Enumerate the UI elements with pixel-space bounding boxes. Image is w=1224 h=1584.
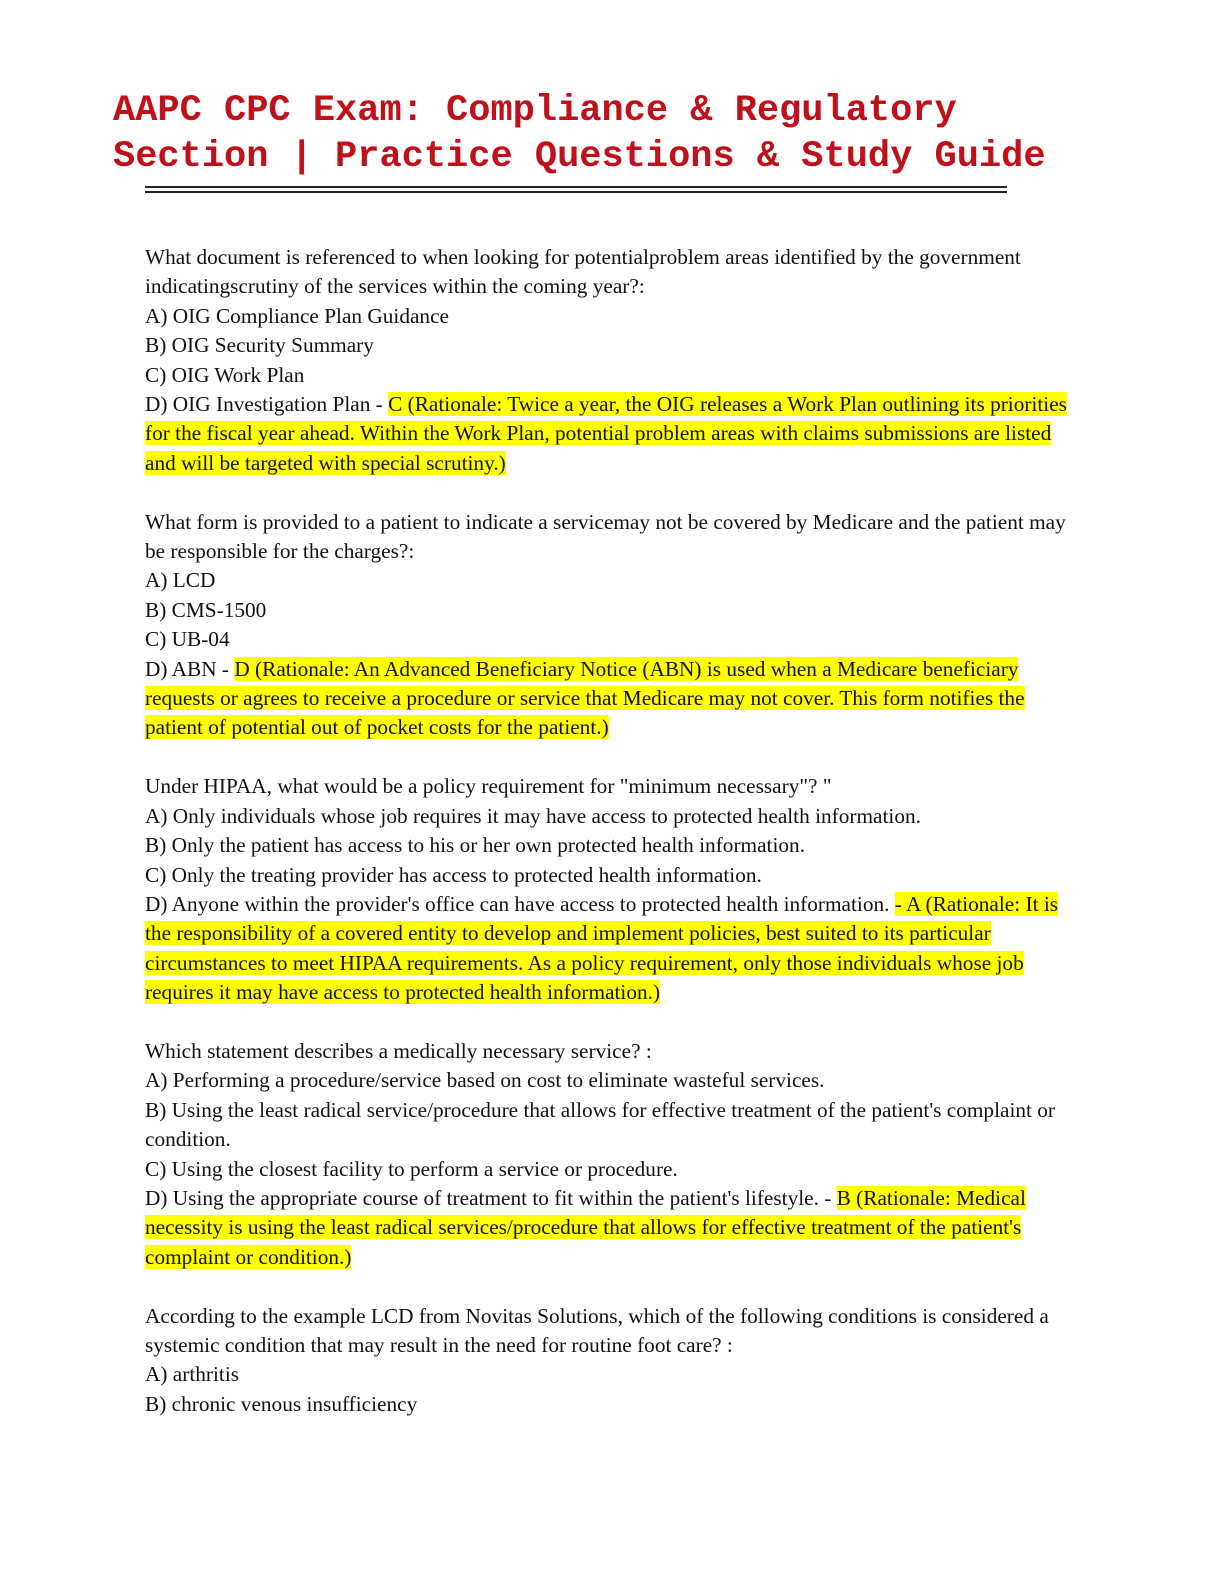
answer-option-with-rationale [145, 1184, 1075, 1272]
question-stem: What document is referenced to when looking for potentialproblem areas identified by the government indicatingscrutiny of the services within the coming year?: [145, 245, 1021, 299]
answer-rationale: B (Rationale: Medical necessity is using the least radical services/procedure that allows for effective treatment of the patient's complaint or condition.) [145, 1185, 1026, 1269]
answer-option: A) Only individuals whose job requires it may have access to protected health information. [145, 803, 921, 828]
title-line-1: AAPC CPC Exam: Compliance & Regulatory [113, 90, 957, 132]
question-block [145, 1302, 1075, 1420]
answer-option: C) OIG Work Plan [145, 362, 305, 387]
answer-option: D) ABN - [145, 656, 235, 681]
answer-option: B) Only the patient has access to his or her own protected health information. [145, 833, 806, 858]
question-stem: What form is provided to a patient to indicate a servicemay not be covered by Medicare and the patient may be responsible for the charges?: [145, 509, 1066, 564]
title-divider [145, 186, 1007, 188]
answer-option: C) UB-04 [145, 627, 230, 652]
answer-option: A) OIG Compliance Plan Guidance [145, 303, 449, 328]
question-block [145, 243, 1075, 478]
question-block [145, 772, 1075, 1007]
answer-option: A) LCD [145, 568, 216, 593]
page-title [113, 88, 1173, 180]
answer-option-with-rationale [145, 655, 1075, 743]
answer-option-with-rationale [145, 390, 1075, 478]
answer-option: B) OIG Security Summary [145, 333, 374, 358]
answer-option: B) Using the least radical service/procedure that allows for effective treatment of the patient's complaint or condition. [145, 1097, 1055, 1152]
answer-option: D) OIG Investigation Plan - [145, 392, 389, 417]
answer-option: B) CMS-1500 [145, 597, 267, 622]
question-stem: Which statement describes a medically necessary service? : [145, 1038, 652, 1063]
answer-option: A) arthritis [145, 1362, 240, 1387]
question-block [145, 1037, 1075, 1272]
answer-rationale: - A (Rationale: It is the responsibility of a covered entity to develop and implement policies, best suited to its particular circumstances to meet HIPAA requirements. As a policy requirement, only those individuals whose job requires it may have access to protected health information.) [145, 891, 1059, 1005]
questions-list [145, 243, 1075, 1449]
answer-rationale: D (Rationale: An Advanced Beneficiary Notice (ABN) is used when a Medicare beneficiary requests or agrees to receive a procedure or service that Medicare may not cover. This form notifies the patient of potential out of pocket costs for the patient.) [145, 656, 1025, 740]
answer-option: C) Only the treating provider has access to protected health information. [145, 862, 762, 887]
question-block [145, 508, 1075, 743]
title-divider-secondary [145, 191, 1007, 193]
question-stem: Under HIPAA, what would be a policy requirement for "minimum necessary"? " [145, 774, 832, 799]
answer-option: D) Using the appropriate course of treatment to fit within the patient's lifestyle. - [145, 1185, 837, 1210]
answer-rationale: C (Rationale: Twice a year, the OIG releases a Work Plan outlining its priorities for the fiscal year ahead. Within the Work Plan, potential problem areas with claims submissions are listed and will be targeted with special scrutiny.) [145, 392, 1067, 475]
answer-option: B) chronic venous insufficiency [145, 1391, 418, 1416]
answer-option: C) Using the closest facility to perform a service or procedure. [145, 1156, 678, 1181]
answer-option: D) Anyone within the provider's office can have access to protected health information. [145, 891, 895, 916]
answer-option: A) Performing a procedure/service based on cost to eliminate wasteful services. [145, 1068, 825, 1093]
answer-option-with-rationale [145, 890, 1075, 1008]
title-line-2: Section | Practice Questions & Study Guide [113, 136, 1046, 178]
question-stem: According to the example LCD from Novitas Solutions, which of the following conditions is considered a systemic condition that may result in the need for routine foot care? : [145, 1303, 1049, 1357]
